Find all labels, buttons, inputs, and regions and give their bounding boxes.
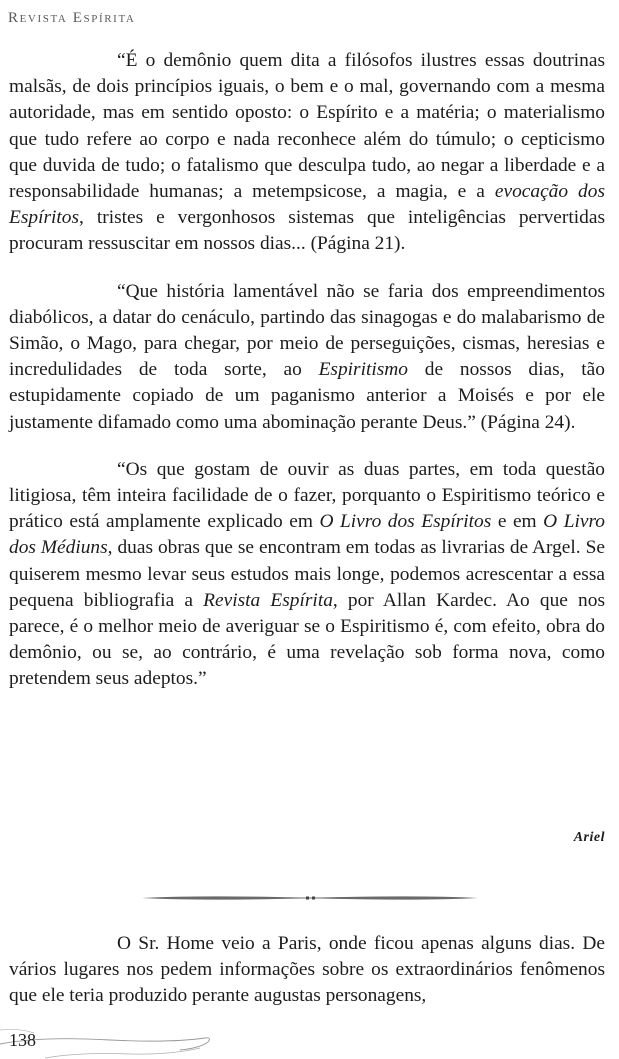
- paragraph-text: de nossos dias, tão estupidamente copiado de um paganismo anterior a Moisés e por ele justamente difamado como uma abominação perante Deus.” (Página 24).: [9, 359, 605, 433]
- paragraph-text: “Os que gostam de ouvir as duas partes, em toda questão litigiosa, têm inteira facilidade de o fazer, porquanto o Espiritismo teórico e prático está amplamente explicado em: [9, 458, 605, 533]
- paragraph: [9, 457, 605, 693]
- signature: Ariel: [573, 830, 605, 845]
- paragraph: [9, 931, 605, 1010]
- italic-title-text: Revista Espírita: [203, 589, 333, 611]
- paragraph: [9, 48, 605, 258]
- italic-title-text: O Livro dos Médiuns: [9, 511, 605, 559]
- paragraph-text: e em: [491, 511, 544, 533]
- running-head: Revista Espírita: [8, 10, 136, 26]
- ornamental-divider: [140, 890, 480, 906]
- paragraph-text: “Que história lamentável não se faria dos empreendimentos diabólicos, a datar do cenáculo, partindo das sinagogas e do malabarismo de Simão, o Mago, para chegar, por meio de perseguições, cismas, heresias e incredulidades de toda sorte, ao: [9, 280, 605, 381]
- main-text: [9, 48, 605, 693]
- page-number: 138: [9, 1030, 36, 1050]
- paragraph: [9, 279, 605, 436]
- paragraph-text: , por Allan Kardec. Ao que nos parece, é o melhor meio de averiguar se o Espiritismo é, com efeito, obra do demônio, ou se, ao contrário, é uma revelação sob forma nova, como pretendem seus adeptos.”: [9, 589, 605, 690]
- italic-title-text: evocação dos Espíritos: [9, 181, 605, 229]
- paragraph-text: , tristes e vergonhosos sistemas que inteligências pervertidas procuram ressuscitar em nossos dias... (Página 21).: [9, 207, 605, 255]
- italic-title-text: Espiritismo: [318, 359, 409, 381]
- paragraph-text: , duas obras que se encontram em todas as livrarias de Argel. Se quiserem mesmo levar seus estudos mais longe, podemos acrescentar a essa pequena bibliografia a: [9, 537, 605, 611]
- paragraph-text: “É o demônio quem dita a filósofos ilustres essas doutrinas malsãs, de dois princípios iguais, o bem e o mal, governando com a mesma autoridade, mas em sentido oposto: o Espírito e a matéria; o materialismo que tudo refere ao corpo e nada reconhece além do túmulo; o cepticismo que duvida de tudo; o fatalismo que desculpa tudo, ao negar a liberdade e a responsabilidade humanas; a metempsicose, a magia, e a: [9, 50, 605, 203]
- paragraph-text: O Sr. Home veio a Paris, onde ficou apenas alguns dias. De vários lugares nos pedem informações sobre os extraordinários fenômenos que ele teria produzido perante augustas personagens,: [9, 933, 605, 1007]
- italic-title-text: O Livro dos Espíritos: [319, 511, 492, 533]
